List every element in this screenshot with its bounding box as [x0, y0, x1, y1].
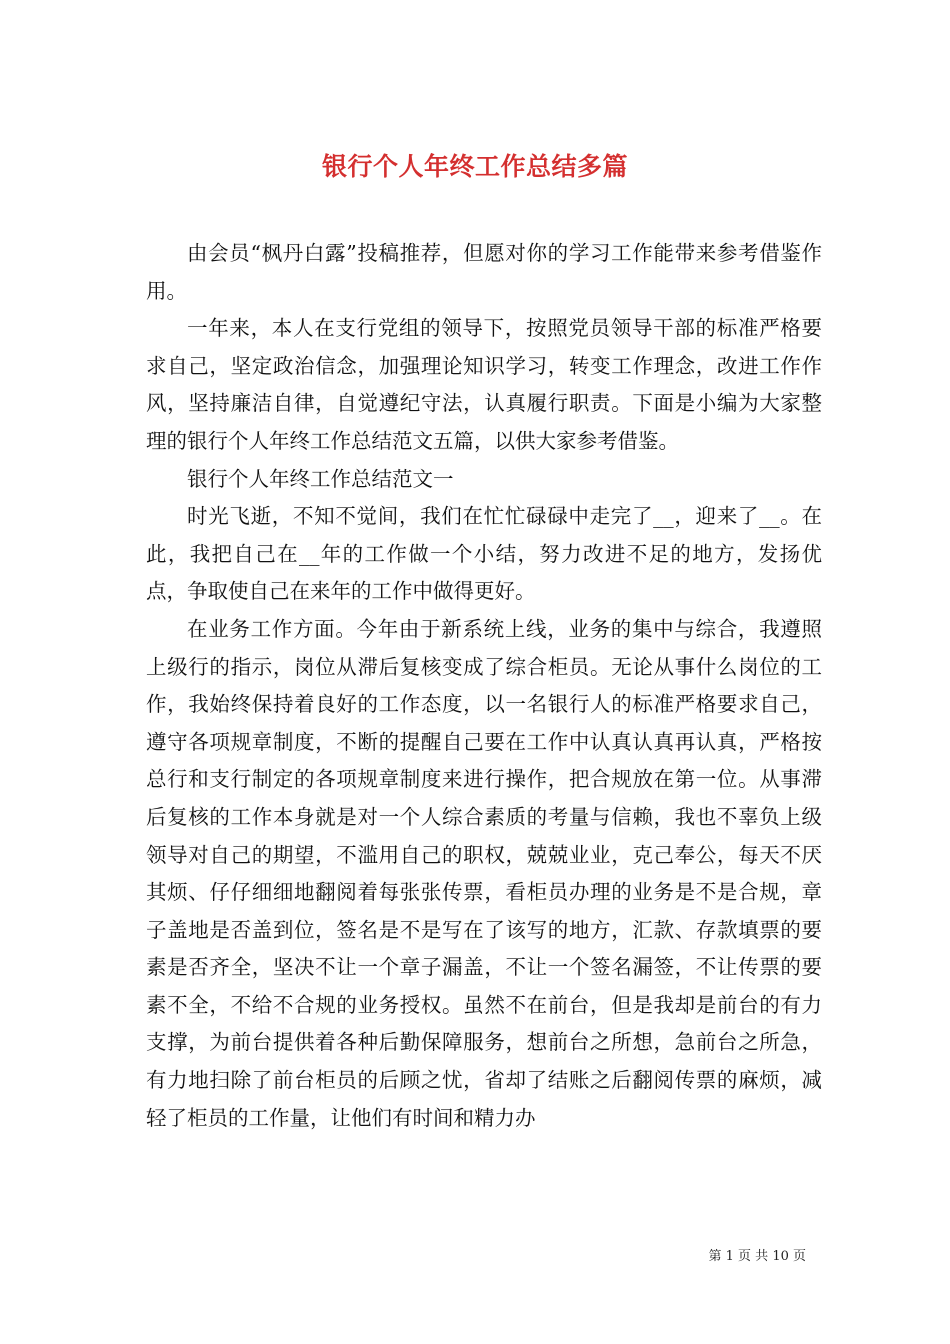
document-title: 银行个人年终工作总结多篇	[321, 151, 628, 181]
document-body	[146, 235, 822, 1137]
overview-paragraph: 一年来，本人在支行党组的领导下，按照党员领导干部的标准严格要求自己，坚定政治信念，加强理论知识学习，转变工作理念，改进工作作风，坚持廉洁自律，自觉遵纪守法，认真履行职责。下面是小编为大家整理的银行个人年终工作总结范文五篇，以供大家参考借鉴。	[146, 316, 822, 453]
summary-paragraph: 时光飞逝，不知不觉间，我们在忙忙碌碌中走完了__，迎来了__。在此，我把自己在__年的工作做一个小结，努力改进不足的地方，发扬优点，争取使自己在来年的工作中做得更好。	[146, 504, 822, 604]
page-number-footer: 第 1 页 共 10 页	[708, 1249, 806, 1264]
section-heading: 银行个人年终工作总结范文一	[187, 466, 454, 491]
intro-paragraph: 由会员“枫丹白露”投稿推荐，但愿对你的学习工作能带来参考借鉴作用。	[146, 241, 822, 303]
work-paragraph: 在业务工作方面。今年由于新系统上线，业务的集中与综合，我遵照上级行的指示，岗位从滞后复核变成了综合柜员。无论从事什么岗位的工作，我始终保持着良好的工作态度，以一名银行人的标准严格要求自己，遵守各项规章制度，不断的提醒自己要在工作中认真认真再认真，严格按总行和支行制定的各项规章制度来进行操作，把合规放在第一位。从事滞后复核的工作本身就是对一个人综合素质的考量与信赖，我也不辜负上级领导对自己的期望，不滥用自己的职权，兢兢业业，克己奉公，每天不厌其烦、仔仔细细地翻阅着每张张传票，看柜员办理的业务是不是合规，章子盖地是否盖到位，签名是不是写在了该写的地方，汇款、存款填票的要素是否齐全，坚决不让一个章子漏盖，不让一个签名漏签，不让传票的要素不全，不给不合规的业务授权。虽然不在前台，但是我却是前台的有力支撑，为前台提供着各种后勤保障服务，想前台之所想，急前台之所急，有力地扫除了前台柜员的后顾之忧，省却了结账之后翻阅传票的麻烦，减轻了柜员的工作量，让他们有时间和精力办	[146, 616, 822, 1130]
